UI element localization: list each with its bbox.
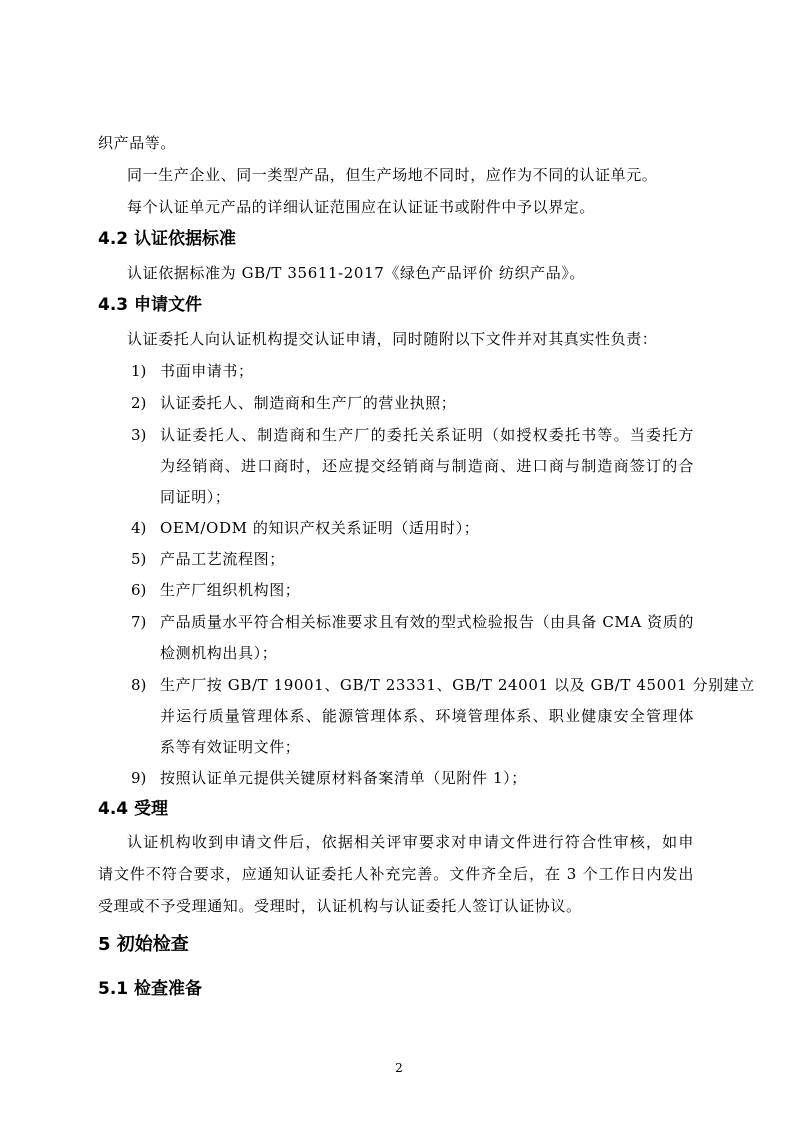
list-item-line: 认证委托人、制造商和生产厂的营业执照； <box>160 394 457 412</box>
page-number: 2 <box>395 1061 403 1075</box>
list-item-line: 产品质量水平符合相关标准要求且有效的型式检验报告（由具备 CMA 资质的 <box>160 613 694 631</box>
section-heading-4-3: 4.3 申请文件 <box>98 295 203 315</box>
section-heading-5-1: 5.1 检查准备 <box>98 979 203 999</box>
list-number: 5) <box>131 550 147 568</box>
list-item-line: 检测机构出具）； <box>160 644 278 662</box>
standard-basis-text: 认证依据标准为 GB/T 35611-2017《绿色产品评价 纺织产品》。 <box>127 264 586 282</box>
list-number: 4) <box>131 519 147 537</box>
acceptance-text-line: 受理或不予受理通知。受理时，认证机构与认证委托人签订认证协议。 <box>98 897 582 915</box>
acceptance-text-line: 认证机构收到申请文件后，依据相关评审要求对申请文件进行符合性审核，如申 <box>127 833 694 851</box>
acceptance-text-line: 请文件不符合要求，应通知认证委托人补充完善。文件齐全后，在 3 个工作日内发出 <box>98 865 694 883</box>
list-number: 3) <box>131 426 147 444</box>
list-number: 6) <box>131 581 147 599</box>
list-number: 7) <box>131 613 147 631</box>
list-item-line: OEM/ODM 的知识产权关系证明（适用时）； <box>160 519 480 537</box>
section-heading-4-2: 4.2 认证依据标准 <box>98 229 237 249</box>
list-item-line: 并运行质量管理体系、能源管理体系、环境管理体系、职业健康安全管理体 <box>160 707 694 725</box>
list-number: 8) <box>131 676 147 694</box>
list-item-line: 同证明）； <box>160 488 231 506</box>
continued-text: 织产品等。 <box>98 134 177 152</box>
paragraph-unit-scope: 每个认证单元产品的详细认证范围应在认证证书或附件中予以界定。 <box>127 198 596 216</box>
section-heading-4-4: 4.4 受理 <box>98 799 169 819</box>
list-item-line: 按照认证单元提供关键原材料备案清单（见附件 1）； <box>160 769 527 787</box>
list-item-line: 生产厂组织机构图； <box>160 581 301 599</box>
list-number: 2) <box>131 394 147 412</box>
list-number: 1) <box>131 362 147 380</box>
application-intro: 认证委托人向认证机构提交认证申请，同时随附以下文件并对其真实性负责： <box>127 330 658 348</box>
list-item-line: 系等有效证明文件； <box>160 738 301 756</box>
list-item-line: 产品工艺流程图； <box>160 550 285 568</box>
paragraph-unit-site: 同一生产企业、同一类型产品，但生产场地不同时，应作为不同的认证单元。 <box>127 166 658 184</box>
list-item-line: 生产厂按 GB/T 19001、GB/T 23331、GB/T 24001 以及 GB/T 45001 分别建立 <box>160 676 755 694</box>
list-item-line: 认证委托人、制造商和生产厂的委托关系证明（如授权委托书等。当委托方 <box>160 426 694 444</box>
list-item-line: 书面申请书； <box>160 362 254 380</box>
list-number: 9) <box>131 769 147 787</box>
list-item-line: 为经销商、进口商时，还应提交经销商与制造商、进口商与制造商签订的合 <box>160 457 694 475</box>
section-heading-5: 5 初始检查 <box>98 934 189 955</box>
